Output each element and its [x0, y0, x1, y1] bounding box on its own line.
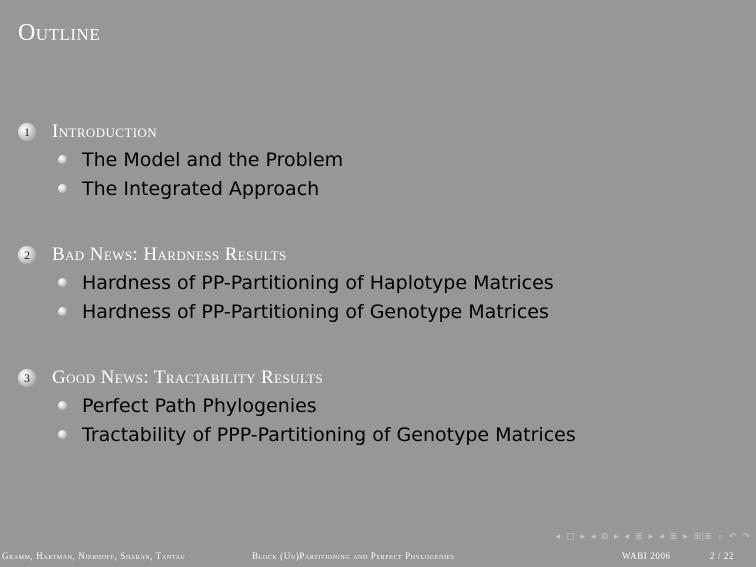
triangle-right-icon[interactable]: ▸	[648, 532, 654, 542]
section-number-badge: 3	[18, 369, 36, 387]
list-item	[18, 174, 343, 203]
list-item	[18, 297, 554, 326]
bullet-icon	[58, 278, 67, 287]
beamer-navigation-bar	[478, 530, 750, 544]
search-icon[interactable]: ⌕	[717, 532, 723, 542]
list-item-text: Perfect Path Phylogenies	[82, 394, 317, 417]
list-item	[18, 420, 576, 449]
list-item	[18, 391, 576, 420]
triangle-right-icon[interactable]: ▸	[613, 532, 619, 542]
section-header	[18, 366, 576, 390]
section-introduction	[18, 120, 343, 203]
footer-page-number: 2 / 22	[710, 551, 735, 561]
triangle-left-icon[interactable]: ◂	[555, 532, 560, 542]
section-header	[18, 243, 554, 267]
list-item	[18, 268, 554, 297]
section-number-badge: 2	[18, 246, 36, 264]
forward-icon[interactable]: ↷	[742, 532, 750, 542]
list-item-text: Hardness of PP-Partitioning of Haplotype Matrices	[82, 271, 554, 294]
page-title: Outline	[18, 20, 101, 46]
footer	[0, 548, 756, 567]
section-icon[interactable]: ≣	[635, 532, 643, 542]
bullet-icon	[58, 401, 67, 410]
subsection-icon[interactable]: ⧉	[601, 532, 608, 542]
outline-icon[interactable]: ≣	[669, 532, 678, 542]
triangle-right-icon[interactable]: ▸	[683, 532, 688, 542]
triangle-left-icon[interactable]: ◂	[591, 532, 596, 542]
bullet-icon	[58, 155, 67, 164]
triangle-left-icon[interactable]: ◂	[624, 532, 630, 542]
section-title: Good News: Tractability Results	[52, 367, 324, 388]
section-title: Bad News: Hardness Results	[52, 244, 287, 265]
list-item-text: Hardness of PP-Partitioning of Genotype Matrices	[82, 300, 549, 323]
footer-conference: WABI 2006	[622, 551, 671, 561]
bullet-icon	[58, 184, 67, 193]
triangle-left-icon[interactable]: ◂	[659, 532, 664, 542]
section-number-badge: 1	[18, 123, 36, 141]
section-bad-news	[18, 243, 554, 326]
list-item-text: The Integrated Approach	[82, 177, 320, 200]
list-item-text: The Model and the Problem	[82, 148, 344, 171]
list-item	[18, 145, 343, 174]
list-item-text: Tractability of PPP-Partitioning of Genotype Matrices	[82, 423, 576, 446]
section-header	[18, 120, 343, 144]
footer-short-title: Block (Un)Partitioning and Perfect Phylogenies	[252, 551, 455, 561]
bullet-icon	[58, 307, 67, 316]
back-icon[interactable]: ↶	[728, 532, 737, 542]
section-good-news	[18, 366, 576, 449]
align-icon[interactable]: ≣|≣	[693, 532, 712, 542]
footer-authors: Gramm, Hartman, Nierhoff, Sharan, Tantau	[2, 551, 186, 561]
triangle-right-icon[interactable]: ▸	[580, 532, 586, 542]
bullet-icon	[58, 430, 67, 439]
frame-icon[interactable]: □	[565, 532, 575, 542]
section-title: Introduction	[52, 121, 158, 142]
